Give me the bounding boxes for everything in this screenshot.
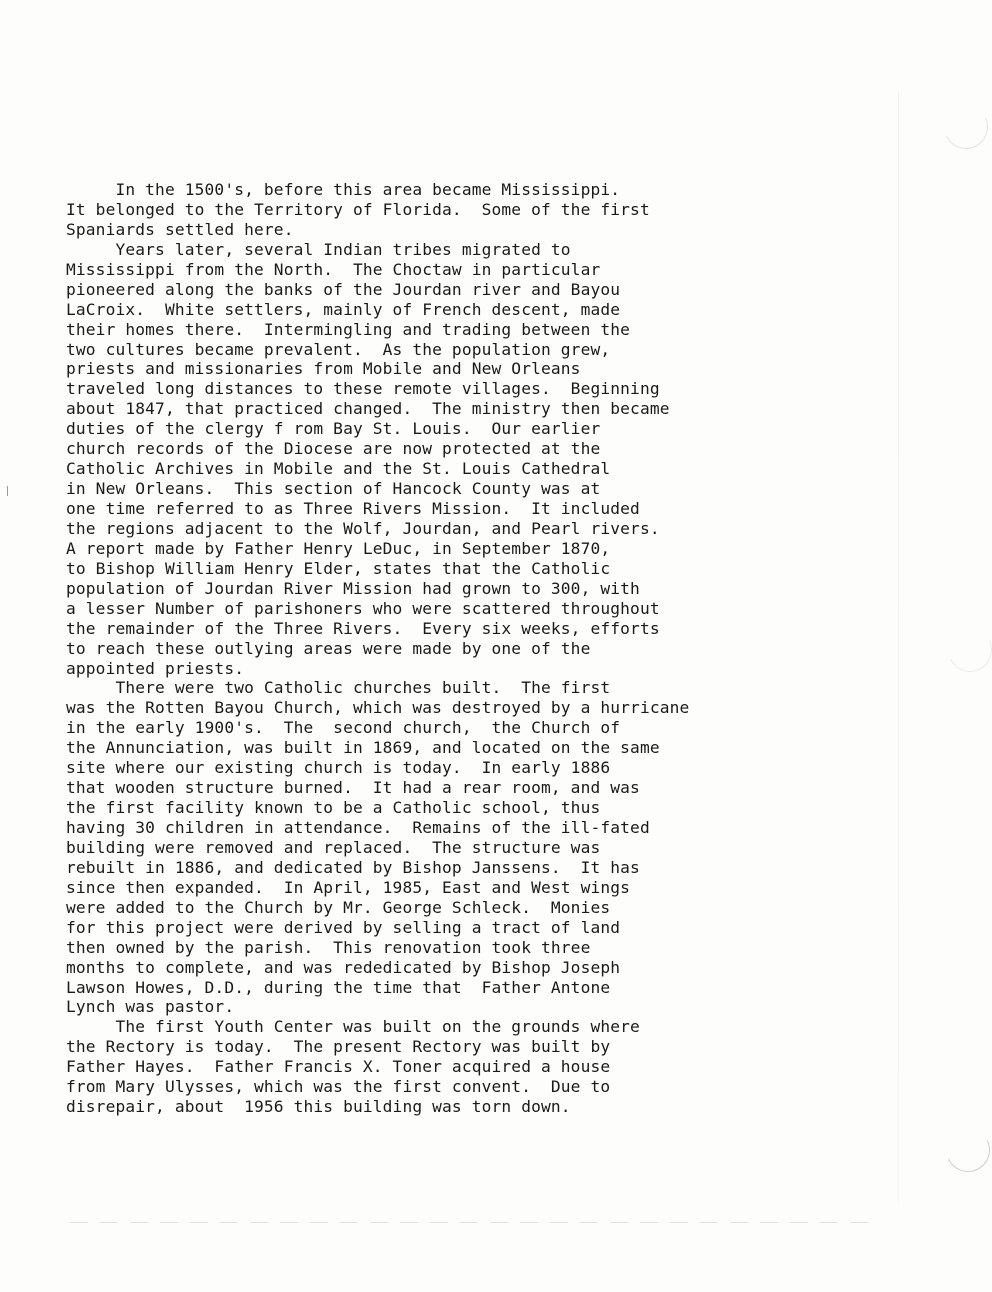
typed-history-text [66,180,866,1117]
text-line: for this project were derived by selling a tract of land [66,917,621,937]
text-line: Lynch was pastor. [66,997,235,1017]
text-line: priests and missionaries from Mobile and New Orleans [66,359,581,379]
text-line: the first facility known to be a Catholic school, thus [66,798,601,818]
margin-mark [7,486,8,496]
margin-shadow [898,92,899,1202]
text-line: the remainder of the Three Rivers. Every six weeks, efforts [66,618,660,638]
text-line: There were two Catholic churches built. The first [66,678,611,698]
text-line: Lawson Howes, D.D., during the time that Father Antone [66,977,611,997]
binder-hole-top [938,99,992,155]
text-line: in New Orleans. This section of Hancock County was at [66,479,601,499]
text-line: Catholic Archives in Mobile and the St. Louis Cathedral [66,459,611,479]
text-line: one time referred to as Three Rivers Mission. It included [66,499,640,518]
text-line: rebuilt in 1886, and dedicated by Bishop Janssens. It has [66,857,640,877]
text-line: were added to the Church by Mr. George Schleck. Monies [66,897,611,917]
text-line: population of Jourdan River Mission had grown to 300, with [66,578,640,598]
scan-smudge [70,1222,870,1223]
text-line: was the Rotten Bayou Church, which was destroyed by a hurricane [66,698,690,718]
text-line: disrepair, about 1956 this building was torn down. [66,1097,571,1117]
text-line: about 1847, that practiced changed. The ministry then became [66,399,670,419]
text-line: to Bishop William Henry Elder, states that the Catholic [66,558,611,578]
text-line: having 30 children in attendance. Remains of the ill-fated [66,818,650,837]
text-line: then owned by the parish. This renovation took three [66,937,591,957]
text-line: a lesser Number of parishoners who were scattered throughout [66,598,660,618]
binder-hole-bottom [940,1122,992,1178]
text-line: building were removed and replaced. The structure was [66,837,601,857]
text-line: the Rectory is today. The present Rectory was built by [66,1037,611,1057]
text-line: Spaniards settled here. [66,219,294,239]
text-line: since then expanded. In April, 1985, East and West wings [66,877,631,897]
text-line: site where our existing church is today. In early 1886 [66,758,611,778]
text-line: Years later, several Indian tribes migrated to [66,239,571,259]
text-line: that wooden structure burned. It had a rear room, and was [66,778,640,798]
text-line: pioneered along the banks of the Jourdan river and Bayou [66,279,621,299]
text-line: church records of the Diocese are now protected at the [66,439,601,459]
text-line: The first Youth Center was built on the grounds where [66,1017,640,1037]
binder-hole-middle [942,622,992,678]
text-line: Father Hayes. Father Francis X. Toner acquired a house [66,1057,611,1077]
text-line: to reach these outlying areas were made by one of the [66,638,591,658]
text-line: two cultures became prevalent. As the population grew, [66,339,611,359]
text-line: their homes there. Intermingling and trading between the [66,319,631,339]
text-line: the Annunciation, was built in 1869, and located on the same [66,738,660,758]
text-line: duties of the clergy f rom Bay St. Louis. Our earlier [66,419,601,439]
text-line: Mississippi from the North. The Choctaw in particular [66,259,601,279]
text-line: In the 1500's, before this area became Mississippi. [66,180,621,199]
text-line: appointed priests. [66,658,245,678]
text-line: A report made by Father Henry LeDuc, in September 1870, [66,538,611,558]
text-line: traveled long distances to these remote villages. Beginning [66,379,660,399]
text-line: in the early 1900's. The second church, the Church of [66,718,621,738]
text-line: LaCroix. White settlers, mainly of French descent, made [66,299,621,319]
text-line: the regions adjacent to the Wolf, Jourdan, and Pearl rivers. [66,518,660,538]
text-line: from Mary Ulysses, which was the first convent. Due to [66,1077,611,1097]
text-line: It belonged to the Territory of Florida. Some of the first [66,199,650,219]
text-line: months to complete, and was rededicated by Bishop Joseph [66,957,621,977]
